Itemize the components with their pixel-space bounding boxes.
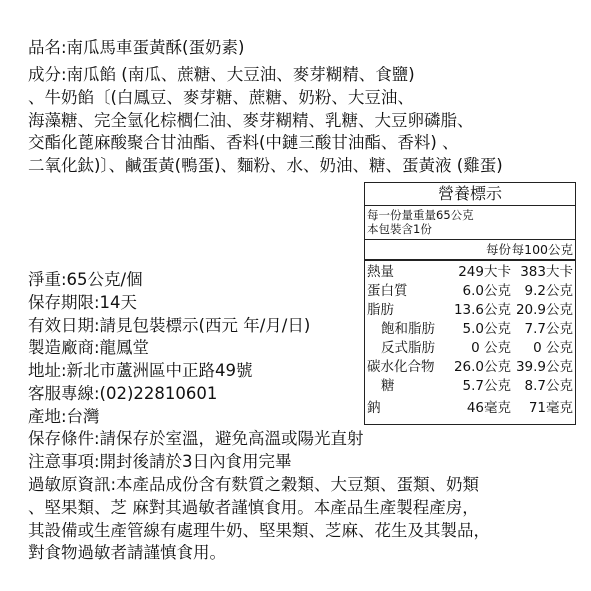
nutrition-row: 蛋白質 6.0公克 9.2公克 [367, 283, 573, 299]
col-per-100g: 每100公克 [511, 242, 573, 257]
net-weight: 淨重:65公克/個 [28, 270, 143, 289]
manufacturer: 製造廠商:龍鳳堂 [28, 338, 150, 357]
nutrition-row: 反式脂肪 0 公克 0 公克 [381, 340, 573, 356]
nutrition-row: 鈉 46毫克 71毫克 [367, 400, 573, 416]
ingredients-line: 、牛奶餡〔(白鳳豆、麥芽糖、蔗糖、奶粉、大豆油、 [28, 88, 414, 107]
ingredients-line: 交酯化蓖麻酸聚合甘油酯、香料(中鏈三酸甘油酯、香料) 、 [28, 133, 459, 152]
nutrition-row: 碳水化合物 26.0公克 39.9公克 [367, 359, 573, 375]
origin: 產地:台灣 [28, 407, 100, 426]
ingredients-line: 二氧化鈦)〕、鹹蛋黃(鴨蛋)、麵粉、水、奶油、糖、蛋黃液 (雞蛋) [28, 156, 503, 175]
expiry-date: 有效日期:請見包裝標示(西元 年/月/日) [28, 316, 311, 335]
allergen-line: 、堅果類、芝 麻對其過敏者謹慎食用。本產品生產製程產房， [28, 498, 479, 517]
col-per-serving: 每份 [485, 242, 511, 257]
divider [365, 259, 575, 261]
nutrition-title: 營養標示 [365, 183, 575, 206]
nutrition-row: 飽和脂肪 5.0公克 7.7公克 [381, 321, 573, 337]
notice: 注意事項:開封後請於3日內食用完畢 [28, 452, 292, 471]
storage-conditions: 保存條件:請保存於室溫，避免高溫或陽光直射 [28, 429, 364, 448]
ingredients-line: 成分:南瓜餡 (南瓜、蔗糖、大豆油、麥芽糊精、食鹽) [28, 65, 415, 84]
address: 地址:新北市蘆洲區中正路49號 [28, 361, 253, 380]
column-header-row [365, 240, 575, 259]
allergen-line: 對食物過敏者請謹慎食用。 [28, 543, 226, 562]
nutrition-row: 脂肪 13.6公克 20.9公克 [367, 302, 573, 318]
shelf-life: 保存期限:14天 [28, 293, 138, 312]
allergen-line: 其設備或生產管線有處理牛奶、堅果類、芝麻、花生及其製品， [28, 521, 490, 540]
allergen-line: 過敏原資訊:本產品成份含有麩質之穀類、大豆類、蛋類、奶類 [28, 475, 480, 494]
nutrition-row: 糖 5.7公克 8.7公克 [381, 378, 573, 394]
servings-per-package: 本包裝含1份 [367, 222, 432, 236]
ingredients-line: 海藻糖、完全氫化棕櫚仁油、麥芽糊精、乳糖、大豆卵磷脂、 [28, 111, 474, 130]
serving-size: 每一份量重量65公克 [367, 208, 474, 222]
product-name: 品名:南瓜馬車蛋黃酥(蛋奶素) [28, 38, 245, 57]
service-phone: 客服專線:(02)22810601 [28, 384, 218, 403]
nutrition-facts-table [364, 182, 576, 425]
nutrition-row: 熱量 249大卡 383大卡 [367, 264, 573, 280]
